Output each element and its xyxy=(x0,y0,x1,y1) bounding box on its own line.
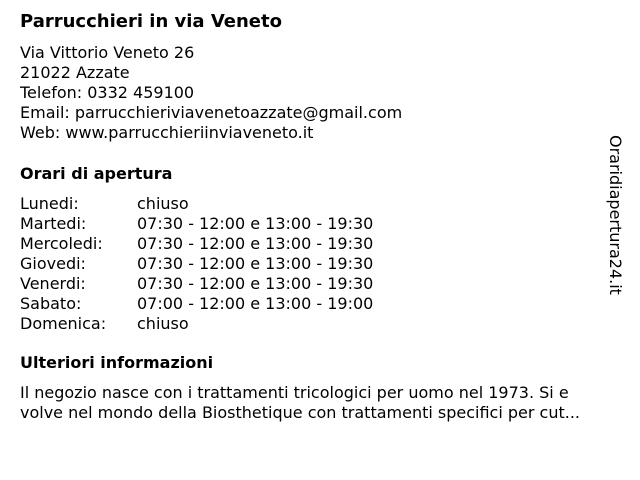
further-info-text xyxy=(20,383,628,423)
day-label: Martedi: xyxy=(20,214,87,233)
opening-hours-table xyxy=(20,194,610,334)
day-label: Venerdi: xyxy=(20,274,86,293)
day-label: Lunedi: xyxy=(20,194,79,213)
hours-row-thursday xyxy=(20,254,610,274)
day-hours: 07:30 - 12:00 e 13:00 - 19:30 xyxy=(137,254,374,273)
day-hours: 07:00 - 12:00 e 13:00 - 19:00 xyxy=(137,294,374,313)
day-hours: 07:30 - 12:00 e 13:00 - 19:30 xyxy=(137,214,374,233)
further-info-heading: Ulteriori informazioni xyxy=(20,353,214,372)
further-info-line: volve nel mondo della Biosthetique con trattamenti specifici per cut... xyxy=(20,403,581,422)
store-name: Parrucchieri in via Veneto xyxy=(20,11,282,32)
further-info-line: Il negozio nasce con i trattamenti tricologici per uomo nel 1973. Si e xyxy=(20,383,569,402)
phone-line: Telefon: 0332 459100 xyxy=(20,83,195,102)
opening-hours-heading: Orari di apertura xyxy=(20,164,173,183)
day-hours: 07:30 - 12:00 e 13:00 - 19:30 xyxy=(137,274,374,293)
site-watermark: Oraridiapertura24.it xyxy=(606,135,625,295)
day-label: Giovedi: xyxy=(20,254,86,273)
day-hours: chiuso xyxy=(137,194,189,213)
hours-row-saturday xyxy=(20,294,610,314)
address-city: 21022 Azzate xyxy=(20,63,130,82)
hours-row-sunday xyxy=(20,314,610,334)
day-label: Sabato: xyxy=(20,294,82,313)
hours-row-tuesday xyxy=(20,214,610,234)
hours-row-friday xyxy=(20,274,610,294)
web-line: Web: www.parrucchieriinviaveneto.it xyxy=(20,123,314,142)
day-label: Domenica: xyxy=(20,314,107,333)
address-street: Via Vittorio Veneto 26 xyxy=(20,43,195,62)
email-line: Email: parrucchieriviavenetoazzate@gmail.com xyxy=(20,103,403,122)
hours-row-monday xyxy=(20,194,610,214)
hours-row-wednesday xyxy=(20,234,610,254)
day-label: Mercoledi: xyxy=(20,234,103,253)
day-hours: 07:30 - 12:00 e 13:00 - 19:30 xyxy=(137,234,374,253)
store-card xyxy=(20,10,610,423)
day-hours: chiuso xyxy=(137,314,189,333)
